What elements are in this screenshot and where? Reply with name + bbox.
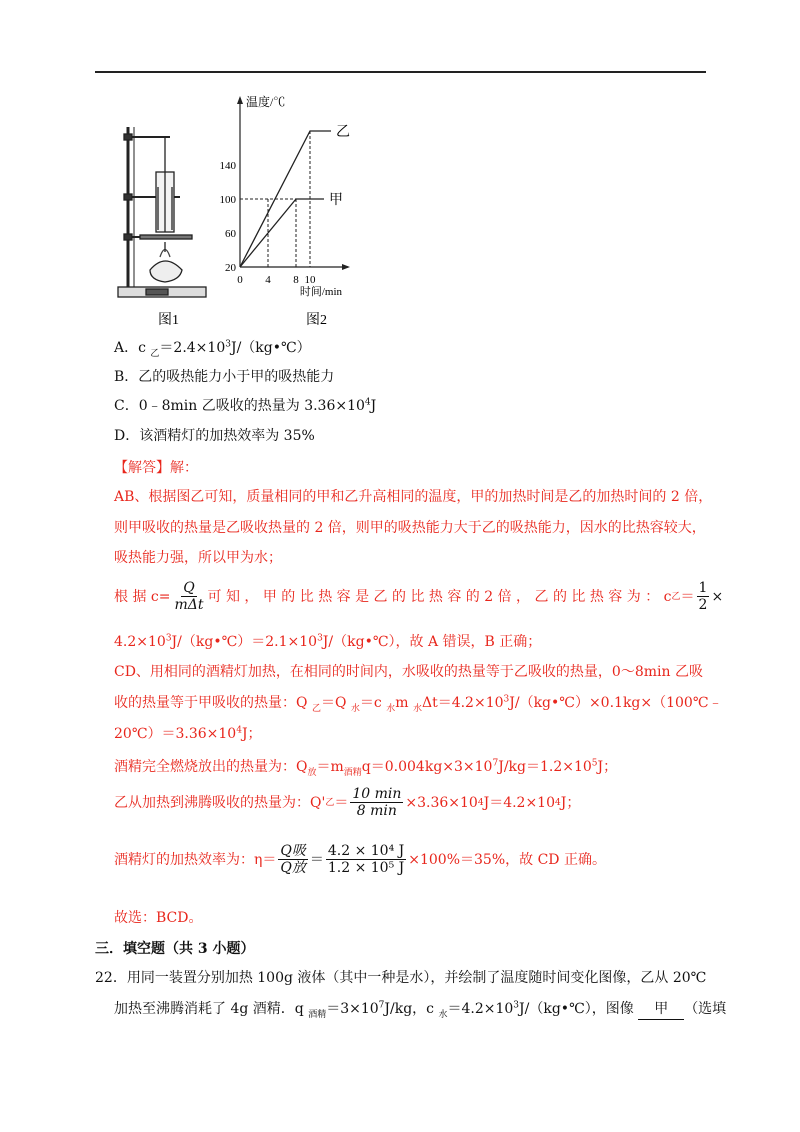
answer-cd-line3: $20℃)=3.36\times 10^4J$； xyxy=(114,725,262,742)
section-3-title: 三．填空题（共 3 小题） xyxy=(95,941,255,957)
series-label-yi: 乙 xyxy=(336,125,350,140)
q22-answer-blank: 甲 xyxy=(638,999,684,1020)
fig2-chart xyxy=(220,94,351,328)
fig2-caption: 图2 xyxy=(306,313,327,328)
q22-line1: 22．用同一装置分别加热 100g 液体（其中一种是水），并绘制了温度随时间变化图像，乙从 20℃ xyxy=(95,970,707,986)
option-b: B．乙的吸热能力小于甲的吸热能力 xyxy=(114,369,335,385)
answer-ab-line3: 吸热能力强，所以甲为水； xyxy=(114,550,282,566)
answer-cd-line4: 酒精完全燃烧放出的热量为：$Q_放=m_{酒精}q=0.004kg\times 3\times 10^7J/kg=1.2\times 10^5J$； xyxy=(114,758,618,778)
q22-line2: 加热至沸腾消耗了 4g 酒精．q $_{酒精}=3\times 10^7J/kg$，c $_水=4.2\times 10^3J/(kg•℃)$，图像 甲 （选填 xyxy=(114,1000,727,1020)
x-axis-label: 时间/min xyxy=(299,286,342,298)
x-tick-label: 8 xyxy=(293,274,299,286)
answer-ab-line5: $4.2\times 10^3J/(kg•℃)=2.1\times 10^3J/(kg•℃)$，故 A 错误，B 正确； xyxy=(114,633,542,650)
fig1-apparatus xyxy=(118,127,206,297)
header-rule xyxy=(95,71,706,73)
answer-cd-line2: 收的热量等于甲吸收的热量：Q $_乙$＝Q $_水$＝c $_水$m $_水\Delta t=4.2\times 10^3J/(kg•℃)\times 0.1kg\times(100℃﹣$ xyxy=(114,694,723,714)
y-tick-label: 100 xyxy=(219,194,236,206)
figures xyxy=(110,92,410,332)
y-tick-label: 20 xyxy=(225,262,236,274)
option-c: C．0﹣8min 乙吸收的热量为 $3.36\times 10^4J$ xyxy=(114,397,377,414)
x-tick-label: 10 xyxy=(304,274,316,286)
series-label-jia: 甲 xyxy=(329,193,343,208)
x-axis-arrow xyxy=(342,264,350,270)
fig1-caption: 图1 xyxy=(158,313,179,328)
answer-cd-line1: CD、用相同的酒精灯加热，在相同的时间内，水吸收的热量等于乙吸收的热量，0～8min 乙吸 xyxy=(114,664,703,680)
answer-header: 【解答】解： xyxy=(114,460,198,476)
x-tick-label: 0 xyxy=(237,274,243,286)
answer-ab-line4: 根 据 c= $\frac{Q}{\text{mΔt}}$ 可 知 ， 甲 的 比 热 容 是 乙 的 比 热 容 的 2 倍 ， 乙 的 比 热 容 为 ： c 乙 ＝ $\frac{1}{2}$ × xyxy=(114,580,724,613)
answer-ab-line1: AB、根据图乙可知，质量相同的甲和乙升高相同的温度，甲的加热时间是乙的加热时间的 2 倍， xyxy=(114,489,713,505)
answer-ab-line2: 则甲吸收的热量是乙吸收热量的 2 倍，则甲的吸热能力大于乙的吸热能力，因水的比热容较大， xyxy=(114,520,706,536)
answer-cd-line6: 酒精灯的加热效率为：η＝ $\frac{\text{Q吸}}{\text{Q放}}$ ＝ $\frac{\text{4.2 × 10⁴ J}}{\text{1.2 × 10⁵ J}}$ ×100%＝35%，故 CD 正确。 xyxy=(114,843,606,876)
y-tick-label: 140 xyxy=(219,160,236,172)
x-tick-label: 4 xyxy=(265,274,271,286)
option-d: D．该酒精灯的加热效率为 35% xyxy=(114,428,315,444)
option-a: A．c $_乙=2.4\times 10^3J/(kg•℃)$ xyxy=(114,339,311,359)
y-axis-label: 温度/℃ xyxy=(246,95,286,109)
y-tick-label: 60 xyxy=(225,228,236,240)
answer-choice: 故选：BCD。 xyxy=(114,910,203,926)
y-axis-arrow xyxy=(237,96,243,104)
answer-cd-line5: 乙从加热到沸腾吸收的热量为：Q' 乙 ＝ $\frac{10 \min}{8 \min}$ ×3.36×10 4 J＝4.2×10 4 J； xyxy=(114,786,581,819)
series-line-jia xyxy=(240,199,324,267)
